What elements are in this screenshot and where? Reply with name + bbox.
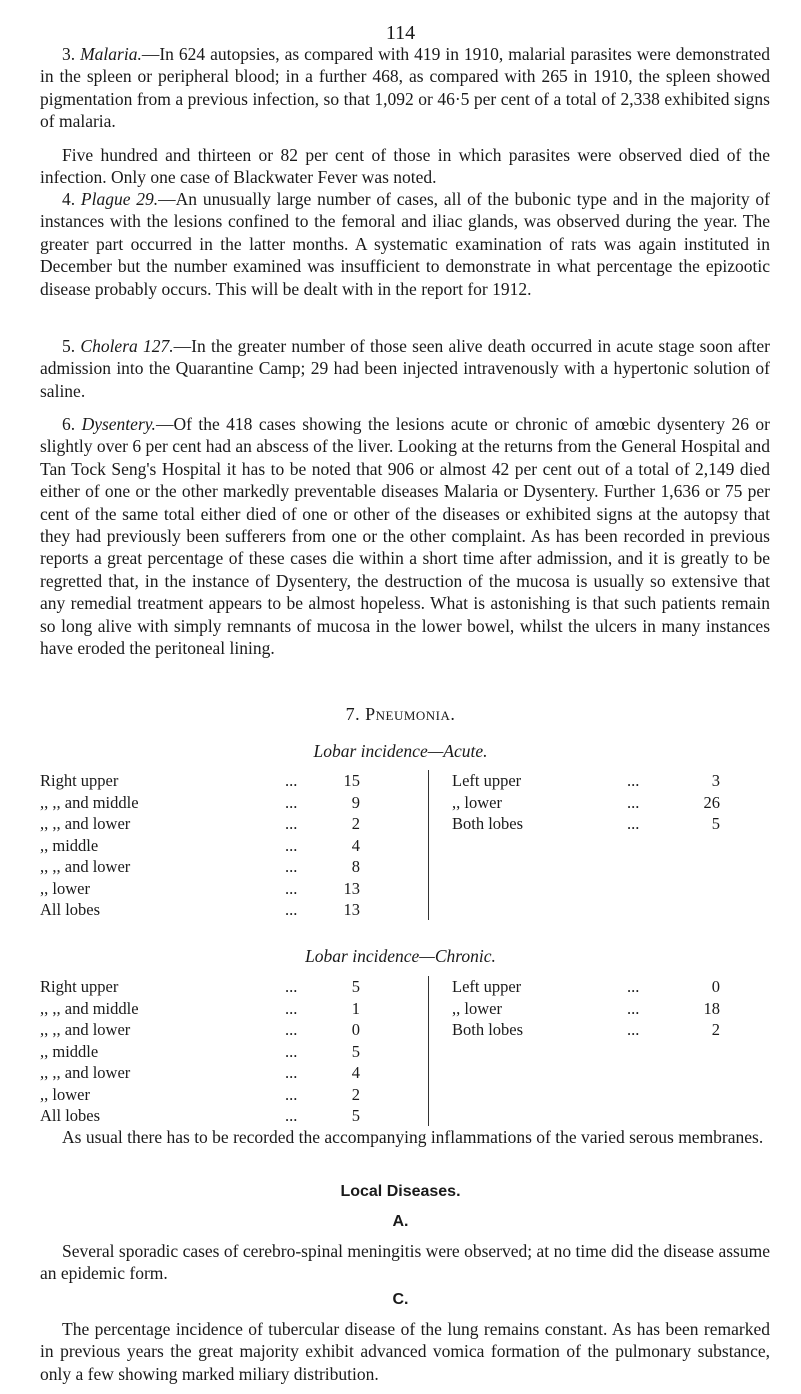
row-label: Left upper — [452, 771, 522, 790]
local-diseases-heading: Local Diseases. — [340, 1183, 461, 1200]
table-row — [40, 813, 430, 835]
row-value: 9 — [351, 792, 360, 812]
leader-dots: ... — [285, 835, 298, 855]
table-row — [40, 1041, 430, 1063]
table-row — [40, 835, 430, 857]
table-row — [40, 770, 430, 792]
chronic-right-table — [40, 976, 430, 1127]
row-value: 1 — [351, 998, 360, 1018]
leader-dots: ... — [285, 1106, 298, 1125]
leader-dots: ... — [285, 1084, 298, 1104]
row-label: Both lobes — [452, 814, 524, 833]
table-row — [452, 813, 770, 835]
table-row — [40, 856, 430, 878]
leader-dots: ... — [285, 1041, 298, 1061]
table-row — [40, 998, 430, 1020]
row-label: ,, middle — [40, 835, 99, 855]
row-label: Left upper — [452, 977, 522, 996]
table-row — [452, 976, 770, 998]
section-c — [40, 1318, 770, 1385]
row-label: ,, ,, and middle — [40, 792, 139, 812]
malaria-paragraph — [40, 43, 770, 133]
section-text: —Of the 418 cases showing the lesions acute or chronic of amœbic dysentery 26 or slightly over 6 per cent had an abscess of the liver. Looking at the returns from the General Hospital and Tan Tock Seng's Hospital it has to be noted that 906 or almost 42 per cent out of a total of 2,149 died either of one or the other markedly preventable diseases Malaria or Dysentery. Further 1,636 or 75 per cent of the same total either died of one or other of the diseases or exhibited signs at the autopsy that they had previously been sufferers from one or the other complaint. As has been recorded in previous reports a great percentage of these cases die within a short time after admission, and it is greatly to be regretted that, in the instance of Dysentery, the destruction of the mucosa is usually so extensive that any remedial treatment appears to be almost hopeless. What is astonishing is that such patients remain so long alive with simply remnants of mucosa in the lower bowel, whilst the ulcers in many instances have eroded the peritoneal lining. — [40, 414, 771, 659]
row-value: 0 — [351, 1020, 360, 1039]
malaria-paragraph-2: Five hundred and thirteen or 82 per cent of those in which parasites were observed died of the infection. Only one case of Blackwater Fever was noted. — [40, 144, 770, 188]
leader-dots: ... — [285, 814, 298, 833]
row-label: ,, middle — [40, 1041, 99, 1061]
row-label: ,, ,, and lower — [40, 1020, 131, 1039]
row-value: 13 — [343, 878, 360, 898]
section-title: Dysentery. — [81, 414, 156, 434]
table-row — [40, 1105, 430, 1127]
leader-dots: ... — [285, 1063, 298, 1082]
dysentery-section — [40, 413, 770, 659]
row-value: 5 — [351, 1106, 360, 1125]
malaria-section — [40, 43, 770, 188]
leader-dots: ... — [285, 998, 298, 1018]
acute-right-table — [40, 770, 430, 921]
row-label: ,, ,, and lower — [40, 857, 131, 876]
plague-paragraph — [40, 188, 770, 300]
row-value: 5 — [711, 814, 720, 833]
row-value: 26 — [703, 792, 720, 812]
leader-dots: ... — [285, 792, 298, 812]
table-row — [40, 899, 430, 921]
row-label: Both lobes — [452, 1020, 524, 1039]
row-value: 5 — [351, 1041, 360, 1061]
row-value: 5 — [351, 977, 360, 996]
section-title: Plague 29. — [80, 189, 159, 209]
leader-dots: ... — [627, 998, 640, 1018]
table-row — [452, 1019, 770, 1041]
row-value: 2 — [351, 1084, 360, 1104]
row-label: All lobes — [40, 1106, 101, 1125]
row-value: 4 — [351, 835, 360, 855]
acute-left-table — [452, 770, 770, 835]
section-title: Cholera 127. — [80, 336, 174, 356]
leader-dots: ... — [285, 1020, 298, 1039]
row-label: ,, lower — [452, 792, 502, 812]
table-divider — [428, 770, 429, 920]
chronic-left-table — [452, 976, 770, 1041]
row-label: ,, lower — [40, 1084, 90, 1104]
leader-dots: ... — [285, 977, 298, 996]
section-text: —In the greater number of those seen alive death occurred in acute stage soon after admission into the Quarantine Camp; 29 had been injected intravenously with a hypertonic solution of saline. — [40, 336, 770, 401]
row-value: 13 — [343, 900, 360, 919]
leader-dots: ... — [285, 900, 298, 919]
leader-dots: ... — [285, 771, 298, 790]
section-a — [40, 1240, 770, 1285]
cholera-section — [40, 335, 770, 402]
row-label: All lobes — [40, 900, 101, 919]
row-value: 4 — [351, 1063, 360, 1082]
row-value: 8 — [351, 857, 360, 876]
row-value: 2 — [351, 814, 360, 833]
section-c-text: The percentage incidence of tubercular disease of the lung remains constant. As has been remarked in previous years the great majority exhibit advanced vomica formation of the pulmonary substance, only a few showing marked miliary distribution. — [40, 1319, 770, 1384]
pneumonia-note: As usual there has to be recorded the accompanying inflammations of the varied serous membranes. — [62, 1127, 764, 1147]
leader-dots: ... — [627, 792, 640, 812]
section-number: 4. — [62, 189, 76, 209]
table-row — [452, 770, 770, 792]
row-label: ,, ,, and lower — [40, 814, 131, 833]
row-value: 2 — [711, 1020, 720, 1039]
table-row — [40, 1019, 430, 1041]
leader-dots: ... — [627, 771, 640, 790]
table-row — [452, 792, 770, 814]
section-c-heading: C. — [392, 1291, 409, 1308]
section-number: 6. — [62, 414, 76, 434]
row-label: Right upper — [40, 771, 119, 790]
section-text: —An unusually large number of cases, all of the bubonic type and in the majority of instances with the lesions confined to the femoral and iliac glands, was observed during the year. The greater part occurred in the latter months. A systematic examination of rats was again instituted in December but the number examined was insufficient to demonstrate in what percentage the epizootic disease probably occurs. This will be dealt with in the report for 1912. — [40, 189, 770, 299]
row-label: Right upper — [40, 977, 119, 996]
section-number: 5. — [62, 336, 76, 356]
section-title: Malaria. — [80, 44, 142, 64]
table-row — [40, 878, 430, 900]
table-row — [452, 998, 770, 1020]
table-row — [40, 792, 430, 814]
section-a-text: Several sporadic cases of cerebro-spinal meningitis were observed; at no time did the disease assume an epidemic form. — [40, 1241, 770, 1284]
plague-section — [40, 188, 770, 300]
leader-dots: ... — [627, 977, 640, 996]
row-value: 18 — [703, 998, 720, 1018]
table-row — [40, 1084, 430, 1106]
row-value: 3 — [711, 771, 720, 790]
leader-dots: ... — [285, 857, 298, 876]
acute-subtitle: Lobar incidence—Acute. — [313, 741, 488, 761]
row-label: ,, lower — [452, 998, 502, 1018]
row-label: ,, ,, and middle — [40, 998, 139, 1018]
leader-dots: ... — [627, 814, 640, 833]
pneumonia-note-section — [40, 1126, 770, 1148]
section-a-heading: A. — [392, 1213, 409, 1230]
row-label: ,, lower — [40, 878, 90, 898]
section-text: —In 624 autopsies, as compared with 419 in 1910, malarial parasites were demonstrated in the spleen or peripheral blood; in a further 468, as compared with 265 in 1910, the spleen showed pigmentation from a previous infection, so that 1,092 or 46·5 per cent of a total of 2,338 exhibited signs of malaria. — [40, 44, 770, 132]
section-number: 3. — [62, 44, 76, 64]
row-label: ,, ,, and lower — [40, 1063, 131, 1082]
table-row — [40, 1062, 430, 1084]
table-row — [40, 976, 430, 998]
dysentery-paragraph — [40, 413, 770, 659]
chronic-subtitle: Lobar incidence—Chronic. — [305, 946, 496, 966]
pneumonia-heading: 7. Pneumonia. — [345, 704, 456, 724]
page-number: 114 — [385, 22, 416, 44]
table-divider — [428, 976, 429, 1126]
row-value: 0 — [711, 977, 720, 996]
row-value: 15 — [343, 771, 360, 790]
leader-dots: ... — [627, 1020, 640, 1039]
cholera-paragraph — [40, 335, 770, 402]
leader-dots: ... — [285, 878, 298, 898]
